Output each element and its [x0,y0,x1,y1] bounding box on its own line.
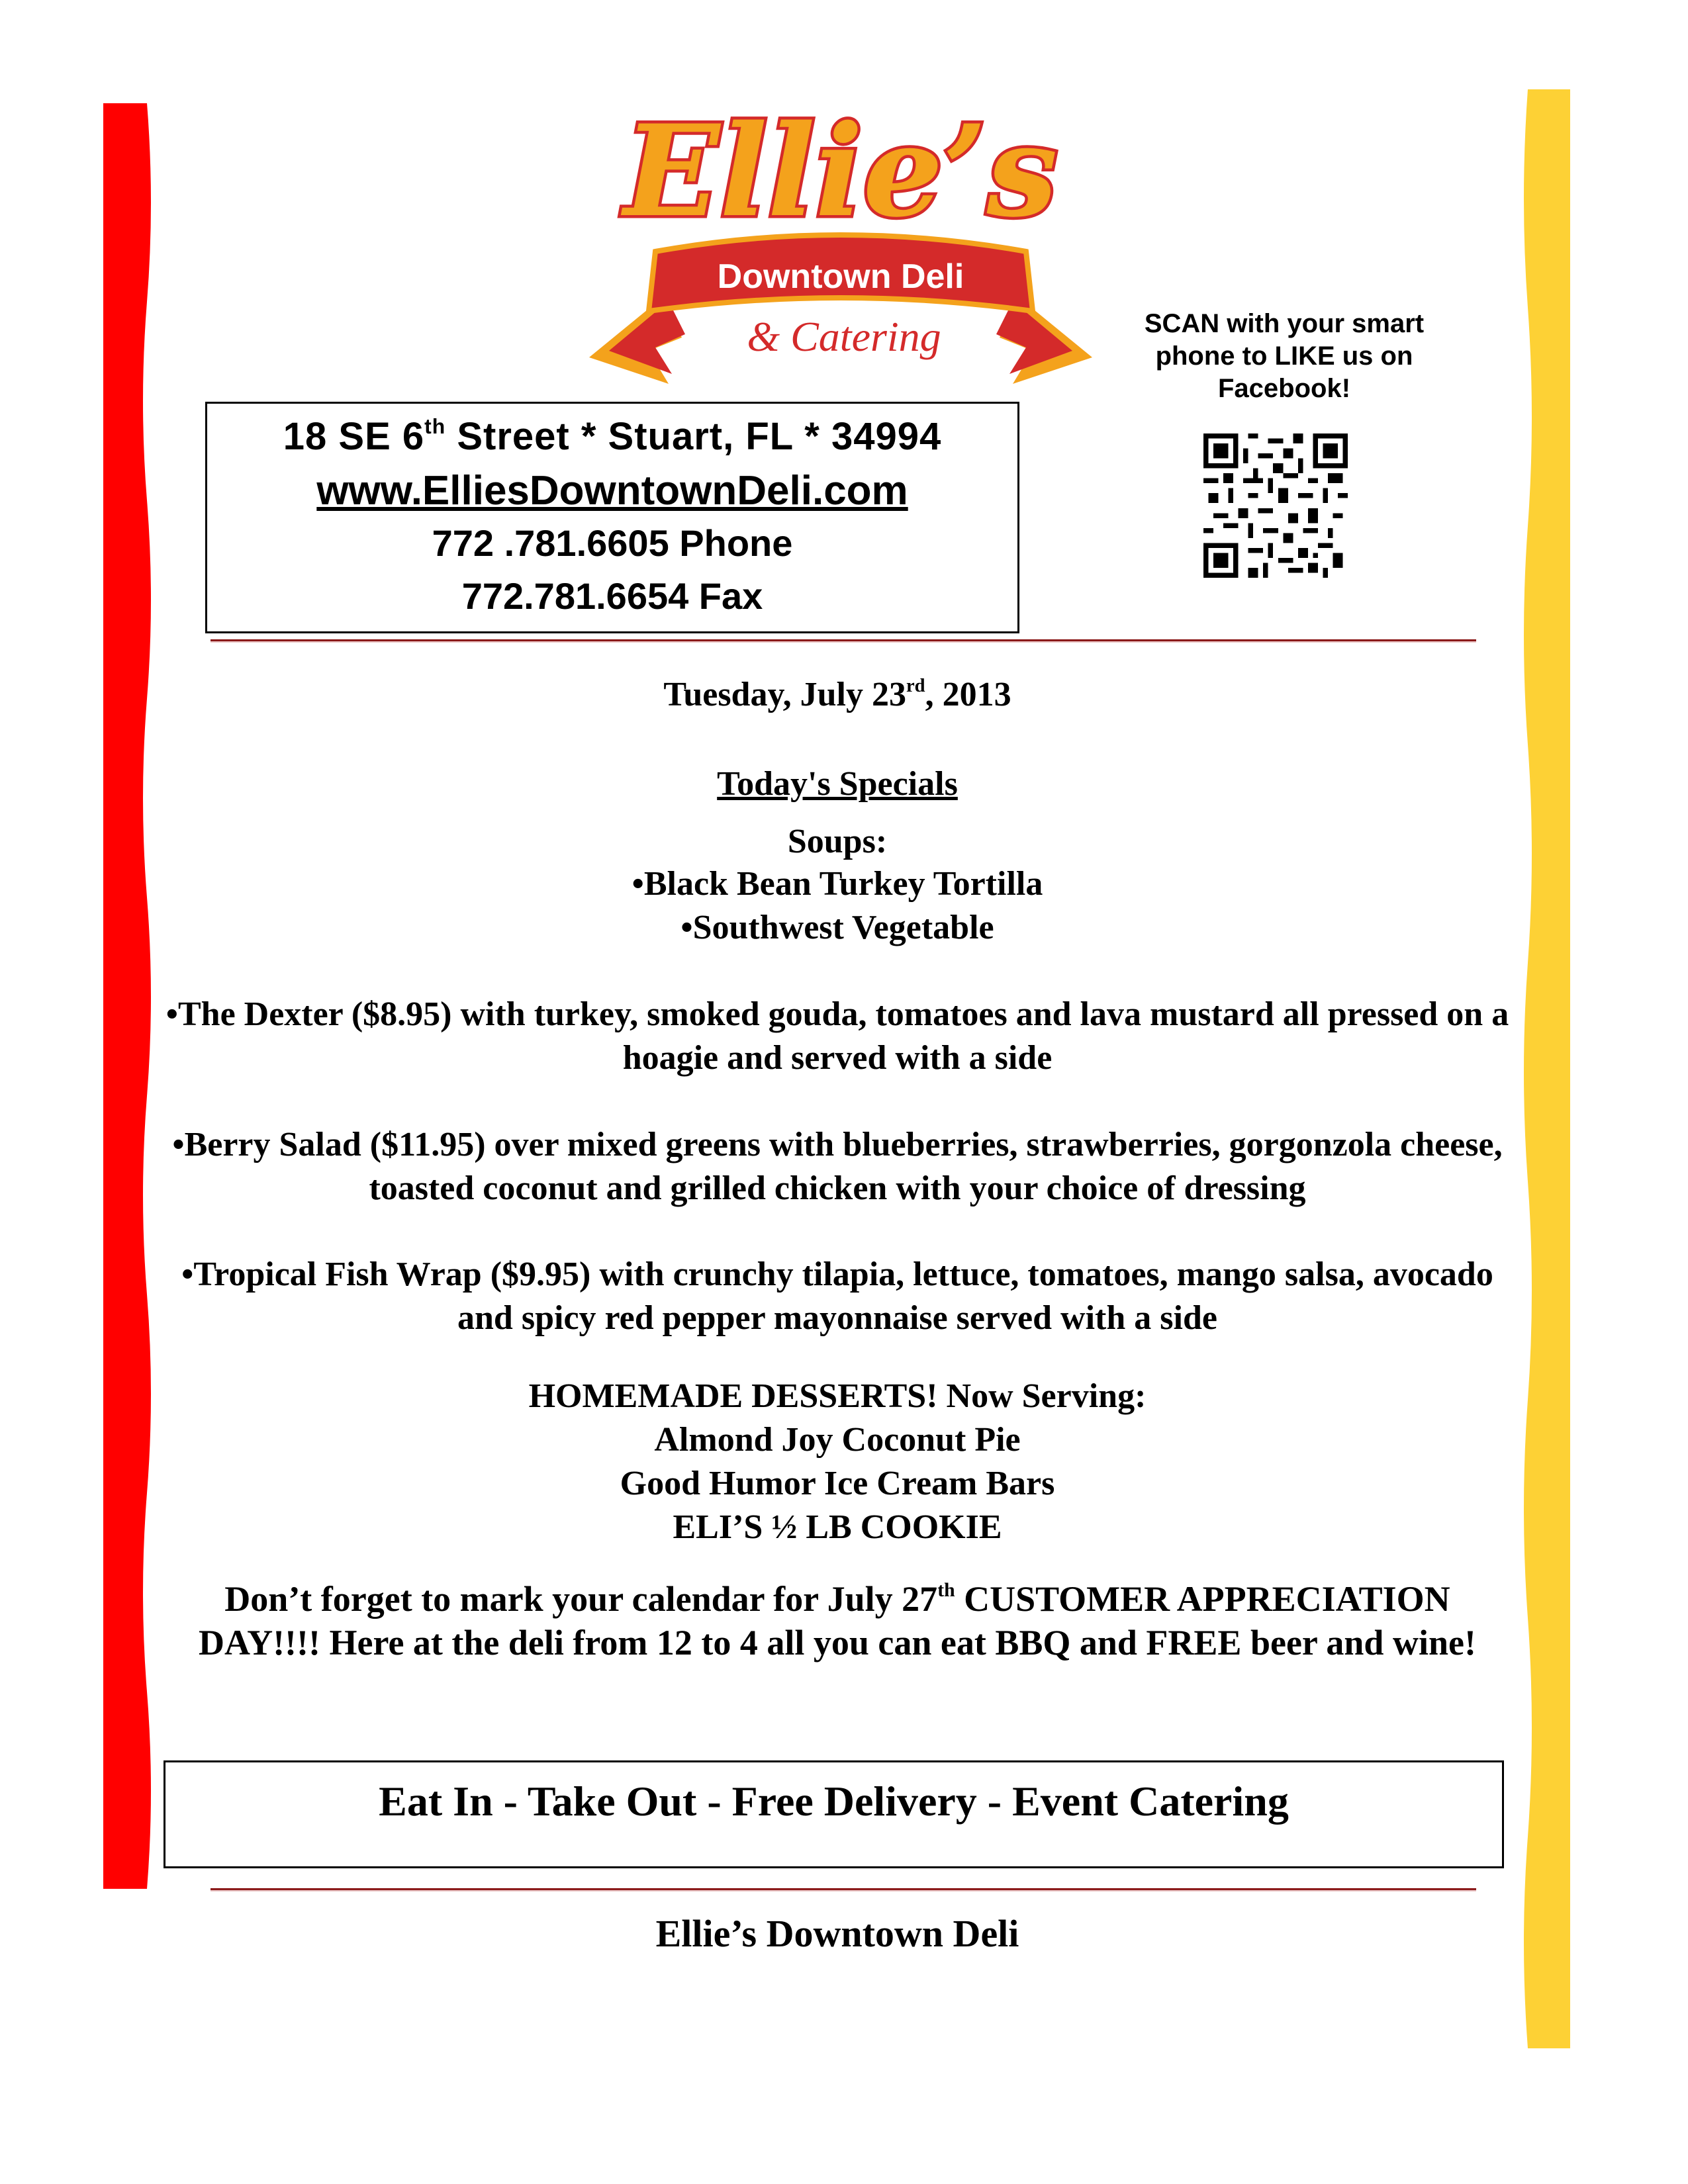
contact-info-box [205,402,1019,633]
left-decorative-bar [103,103,151,1889]
top-divider [211,639,1476,643]
services-text: Eat In - Take Out - Free Delivery - Event Catering [379,1778,1289,1825]
special-item-dexter: •The Dexter ($8.95) with turkey, smoked gouda, tomatoes and lava mustard all pressed on a hoagie and served with a side [165,995,1509,1077]
specials-title: Today's Specials [717,765,958,803]
facebook-scan-text: SCAN with your smart phone to LIKE us on Facebook! [1144,309,1425,403]
footer-business-name: Ellie’s Downtown Deli [655,1912,1019,1955]
dessert-item: ELI’S ½ LB COOKIE [673,1508,1002,1546]
logo-brand-text: Ellie’s [624,97,1058,245]
soup-item: •Southwest Vegetable [680,909,994,946]
dessert-item: Good Humor Ice Cream Bars [620,1465,1055,1502]
services-box [164,1760,1504,1868]
menu-date: Tuesday, July 23rd, 2013 [663,675,1011,713]
desserts-heading: HOMEMADE DESSERTS! Now Serving: [528,1377,1147,1415]
right-decorative-bar [1523,89,1570,2048]
special-item-berry-salad: •Berry Salad ($11.95) over mixed greens with blueberries, strawberries, gorgonzola cheese, toasted coconut and grilled chicken with your choice of dressing [172,1126,1503,1207]
special-item-fish-wrap: •Tropical Fish Wrap ($9.95) with crunchy tilapia, lettuce, tomatoes, mango salsa, avocado and spicy red pepper mayonnaise served with a side [181,1255,1493,1337]
street-address: 18 SE 6th Street * Stuart, FL * 34994 [283,414,942,458]
soups-label: Soups: [787,823,888,860]
logo-banner-text: Downtown Deli [717,257,964,296]
fax-number: 772.781.6654 Fax [461,575,763,617]
website-link[interactable]: www.ElliesDowntownDeli.com [316,468,908,514]
bottom-divider [211,1888,1476,1891]
soup-item: •Black Bean Turkey Tortilla [632,865,1043,903]
dessert-item: Almond Joy Coconut Pie [654,1421,1021,1459]
ellies-logo [583,73,1099,397]
customer-appreciation-announcement: Don’t forget to mark your calendar for July 27th CUSTOMER APPRECIATION DAY!!!! Here at the deli from 12 to 4 all you can eat BBQ and FREE beer and wine! [199,1579,1476,1662]
logo-subtitle-text: & Catering [747,313,941,360]
phone-number: 772 .781.6605 Phone [432,522,793,564]
qr-code-icon[interactable] [1203,433,1348,578]
